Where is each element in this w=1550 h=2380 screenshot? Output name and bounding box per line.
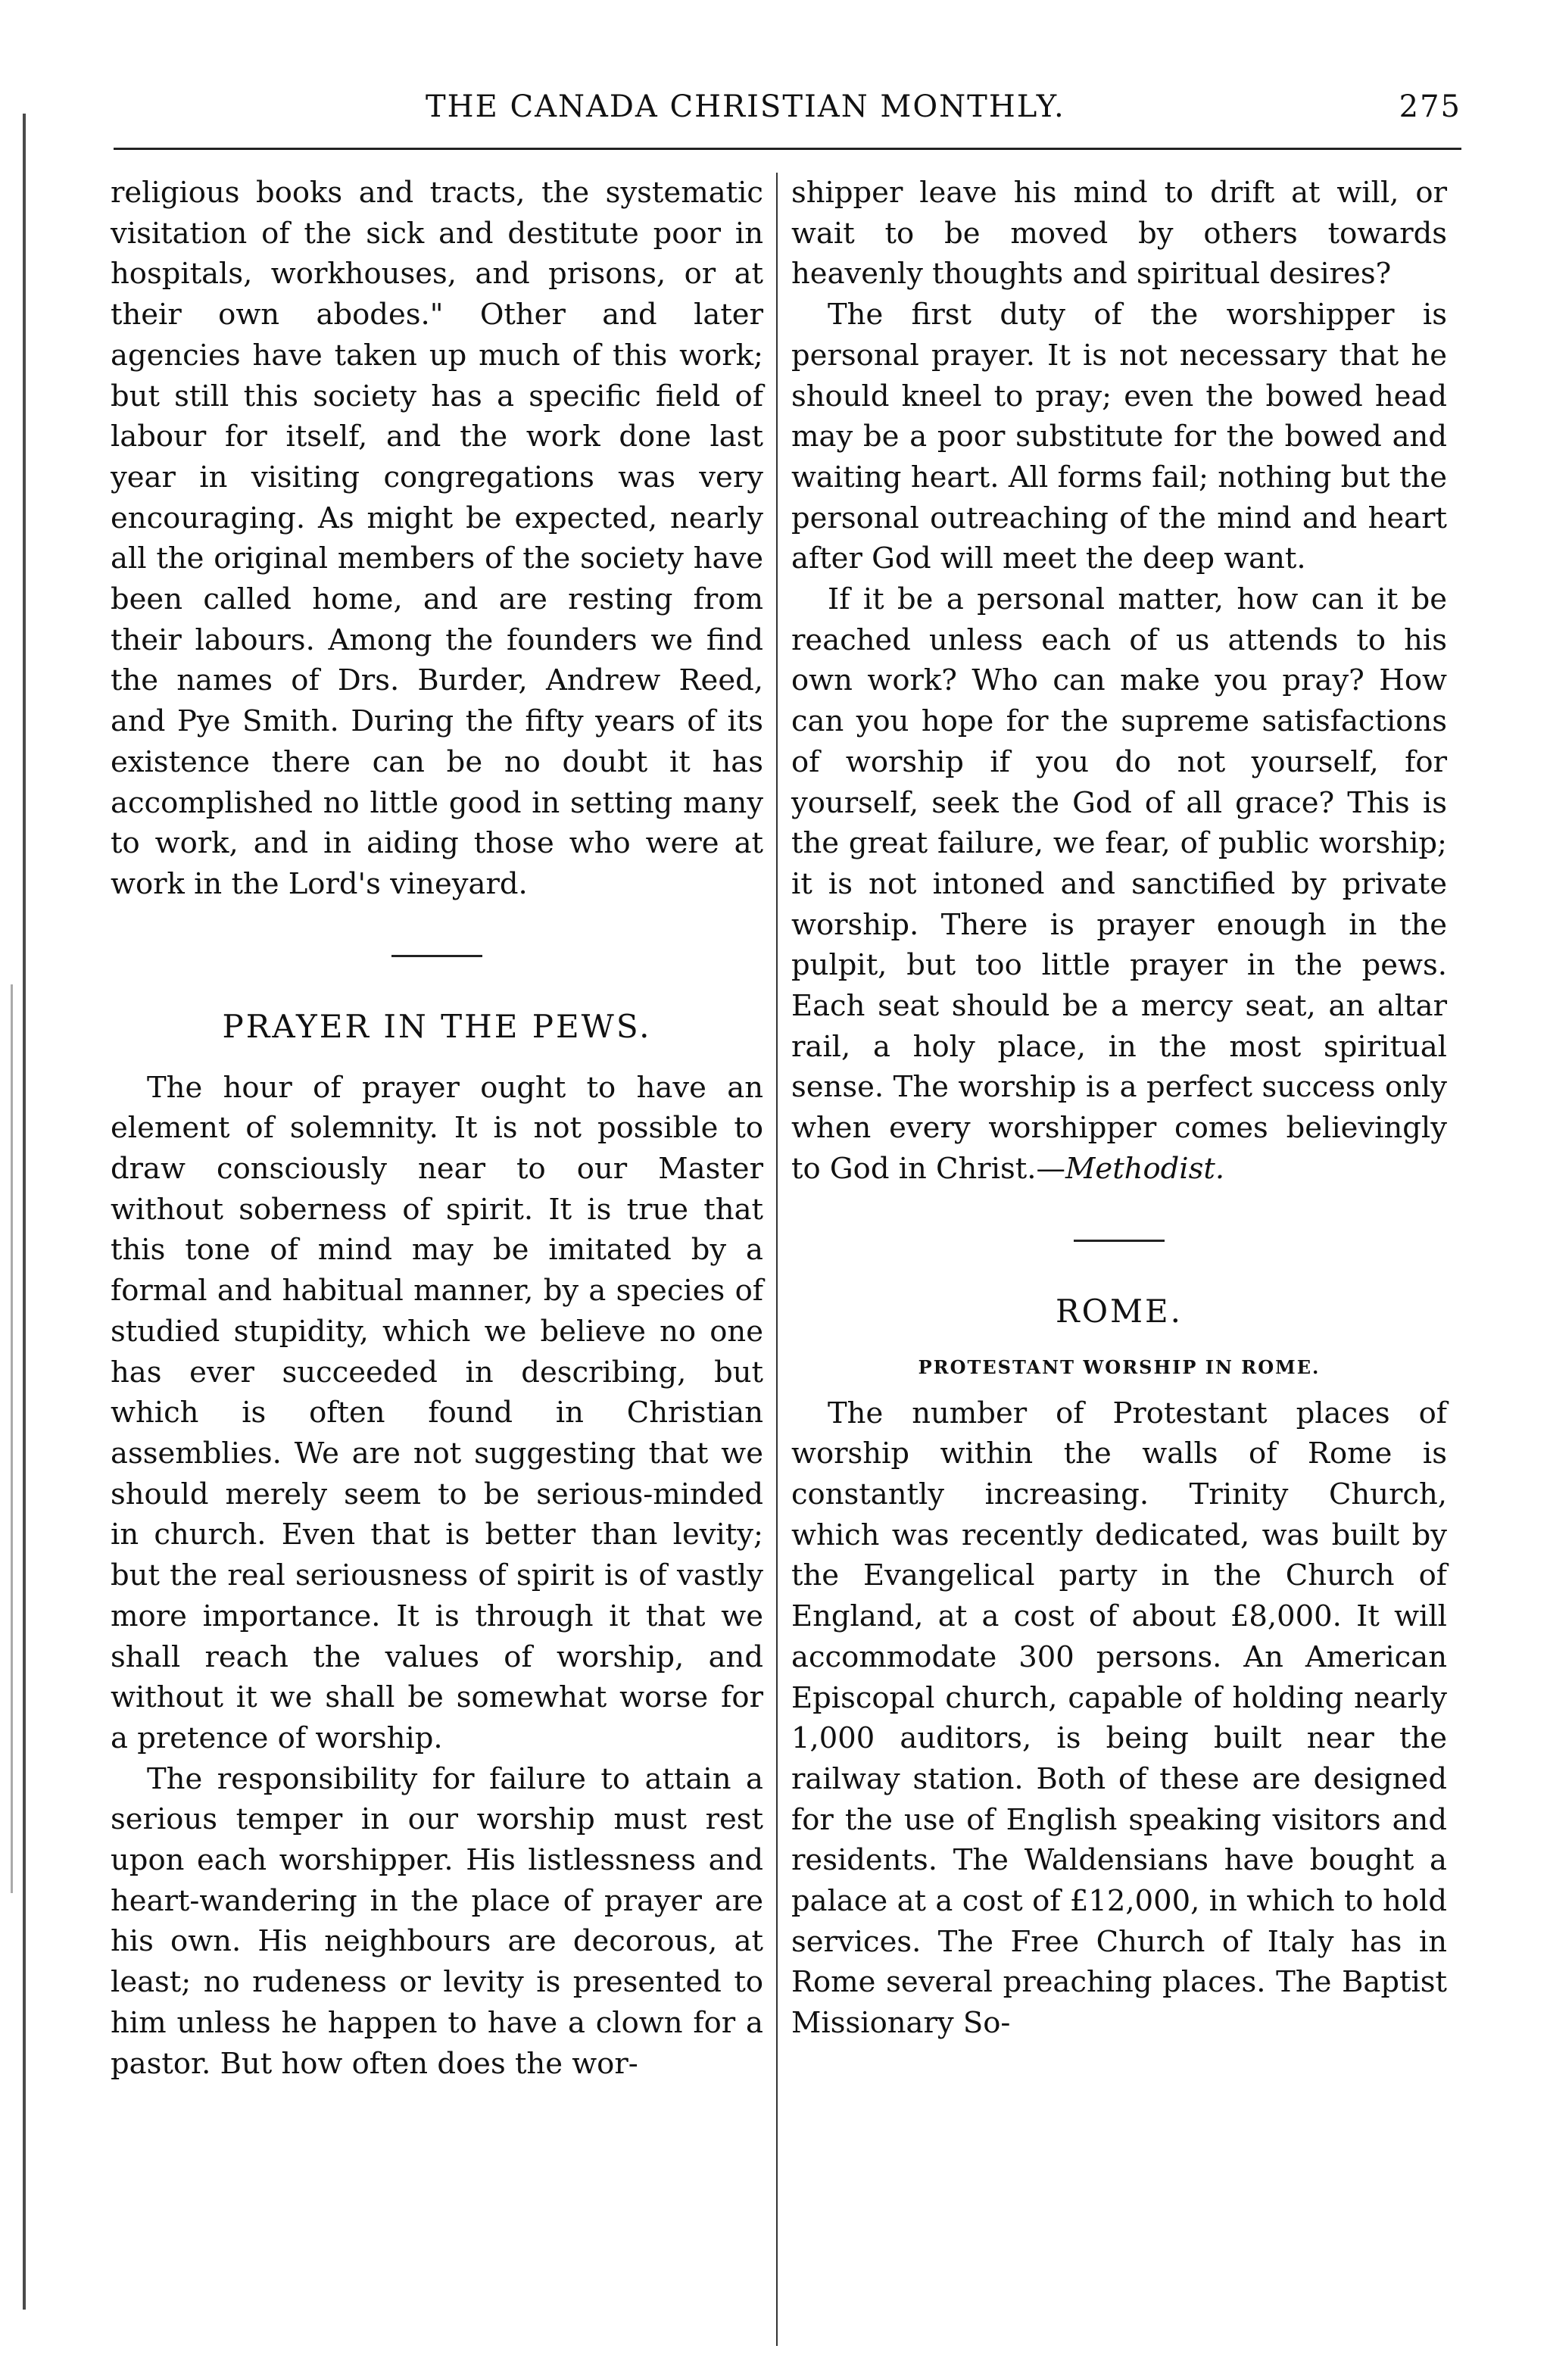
column-divider [776, 173, 778, 2346]
left-paragraph-continuation: religious books and tracts, the systematic visitation of the sick and destitute poor in hospitals, workhouses, and prisons, or at their own abodes." Other and later agencies have taken up much of this work; but still this society has a specific field of labour for itself, and the work done last year in visiting congregations was very encouraging. As might be expected, nearly all the original members of the society have been called home, and are resting from their labours. Among the founders we find the names of Drs. Burder, Andrew Reed, and Pye Smith. During the fifty years of its existence there can be no doubt it has accomplished no little good in setting many to work, and in aiding those who were at work in the Lord's vineyard. [111, 176, 763, 901]
article-paragraph [791, 579, 1447, 1190]
article-paragraph-text: If it be a personal matter, how can it be reached unless each of us attends to his own work? Who can make you pray? How can you hope for the supreme satisfactions of worship if you do not yourself, for yourself, seek the God of all grace? This is the great failure, we fear, of public worship; it is not intoned and sanctified by private worship. There is prayer enough in the pulpit, but too little prayer in the pews. Each seat should be a mercy seat, an altar rail, a holy place, in the most spiritual sense. The worship is a perfect success only when every worshipper comes believingly to God in Christ.— [791, 582, 1447, 1186]
binding-shadow [11, 984, 13, 1893]
article-paragraph: The first duty of the worshipper is personal prayer. It is not necessary that he should kneel to pray; even the bowed head may be a poor substitute for the bowed and waiting heart. All forms fail; nothing but the personal outreaching of the mind and heart after God will meet the deep want. [791, 298, 1447, 576]
article-paragraph-continuation: shipper leave his mind to drift at will, or wait to be moved by others towards heavenly thoughts and spiritual desires? [791, 176, 1447, 292]
right-column [791, 173, 1447, 2044]
header-rule [114, 148, 1461, 150]
page-header [114, 89, 1461, 135]
article-subheading: PROTESTANT WORSHIP IN ROME. [918, 1355, 1321, 1378]
running-title: THE CANADA CHRISTIAN MONTHLY. [426, 89, 1065, 124]
binding-edge-line [23, 114, 26, 2310]
article-heading-rome: ROME. [1055, 1292, 1184, 1330]
article-heading-prayer-in-the-pews: PRAYER IN THE PEWS. [222, 1007, 652, 1045]
page-number: 275 [1399, 89, 1461, 124]
article-source: Methodist. [1065, 1151, 1225, 1186]
section-separator-rule [391, 955, 482, 957]
section-separator-rule [1074, 1240, 1165, 1242]
article-paragraph: The number of Protestant places of worship within the walls of Rome is constantly increasing. Trinity Church, which was recently dedicated, was built by the Evangelical party in the Church of England, at a cost of about £8,000. It will accommodate 300 persons. An American Episcopal church, capable of holding nearly 1,000 auditors, is being built near the railway station. Both of these are designed for the use of English speaking visitors and residents. The Waldensians have bought a palace at a cost of £12,000, in which to hold services. The Free Church of Italy has in Rome several preaching places. The Baptist Missionary So- [791, 1396, 1447, 2041]
article-paragraph: The responsibility for failure to attain a serious temper in our worship must rest upon each worshipper. His listlessness and heart-wandering in the place of prayer are his own. His neighbours are decorous, at least; no rudeness or levity is presented to him unless he happen to have a clown for a pastor. But how often does the wor- [111, 1761, 763, 2081]
article-paragraph: The hour of prayer ought to have an element of solemnity. It is not possible to draw consciously near to our Master without soberness of spirit. It is true that this tone of mind may be imitated by a formal and habitual manner, by a species of studied stupidity, which we believe no one has ever succeeded in describing, but which is often found in Christian assemblies. We are not suggesting that we should merely seem to be serious-minded in church. Even that is better than levity; but the real seriousness of spirit is of vastly more importance. It is through it that we shall reach the values of worship, and without it we shall be somewhat worse for a pretence of worship. [111, 1070, 763, 1755]
left-column [111, 173, 763, 2084]
